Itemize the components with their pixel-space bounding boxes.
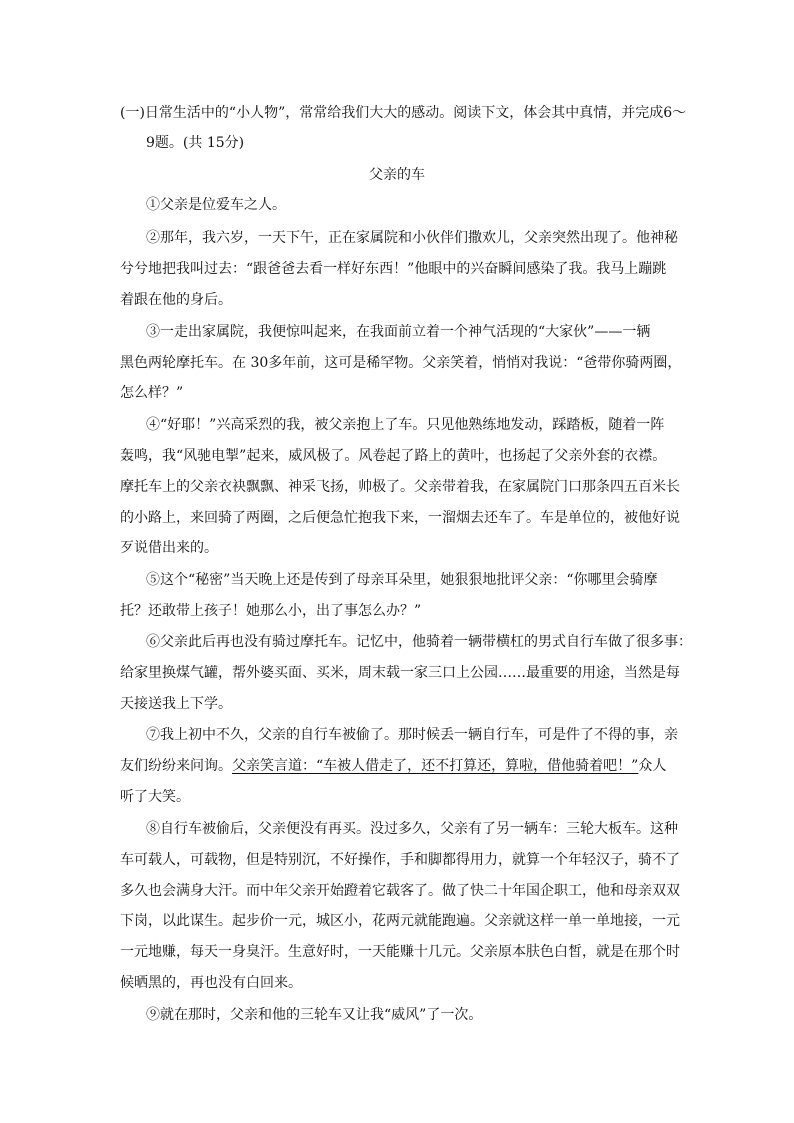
intro-line-2: 9题。(共 15分)	[146, 135, 245, 151]
paragraph-4-line-1: ④“好耶！”兴高采烈的我，被父亲抱上了车。只见他熟练地发动，踩踏板，随着一阵	[146, 417, 665, 433]
paragraph-6-line-3: 天接送我上下学。	[120, 696, 232, 712]
paragraph-7-line-2	[120, 756, 680, 776]
paragraph-3-line-1: ③一走出家属院，我便惊叫起来，在我面前立着一个神气活现的“大家伙”——一辆	[146, 324, 651, 340]
paragraph-8-line-2: 车可载人，可载物，但是特别沉，不好操作，手和脚都得用力，就算一个年轻汉子，骑不了	[120, 852, 680, 868]
paragraph-8-line-1: ⑧自行车被偷后，父亲便没有再买。没过多久，父亲有了另一辆车：三轮大板车。这种	[146, 821, 678, 837]
paragraph-6-line-1: ⑥父亲此后再也没有骑过摩托车。记忆中，他骑着一辆带横杠的男式自行车做了很多事：	[146, 634, 692, 650]
intro-line-1: (一)日常生活中的“小人物”，常常给我们大大的感动。阅读下文，体会其中真情，并完成6～	[120, 105, 687, 121]
paragraph-4-line-3: 摩托车上的父亲衣袂飘飘、神采飞扬，帅极了。父亲带着我，在家属院门口那条四五百米长	[120, 479, 680, 495]
paragraph-7-tail-text: 众人	[638, 758, 667, 774]
paragraph-5-line-2: 托？还敢带上孩子！她那么小，出了事怎么办？”	[120, 603, 422, 619]
paragraph-2-line-3: 着跟在他的身后。	[120, 292, 232, 308]
paragraph-7-line-3: 听了大笑。	[120, 789, 190, 805]
paragraph-6-line-2: 给家里换煤气罐，帮外婆买面、买米，周末载一家三口上公园……最重要的用途，当然是每	[120, 665, 680, 681]
paragraph-5-line-1: ⑤这个“秘密”当天晚上还是传到了母亲耳朵里，她狠狠地批评父亲：“你哪里会骑摩	[146, 572, 658, 588]
paragraph-3-line-2: 黑色两轮摩托车。在 30多年前，这可是稀罕物。父亲笑着，悄悄对我说：“爸带你骑两圈，	[120, 355, 682, 371]
paragraph-3-line-3: 怎么样？”	[120, 385, 184, 401]
paragraph-8-line-5: 一元地赚，每天一身臭汗。生意好时，一天能赚十几元。父亲原本肤色白皙，就是在那个时	[120, 944, 680, 960]
paragraph-8-line-4: 下岗，以此谋生。起步价一元，城区小，花两元就能跑遍。父亲就这样一单一单地接，一元	[120, 913, 680, 929]
paragraph-4-line-5: 歹说借出来的。	[120, 540, 218, 556]
paragraph-7-plain-text: 友们纷纷来问询。	[120, 758, 232, 774]
paragraph-2-line-1: ②那年，我六岁，一天下午，正在家属院和小伙伴们撒欢儿，父亲突然出现了。他神秘	[146, 230, 678, 246]
article-title: 父亲的车	[369, 167, 425, 183]
paragraph-7-underlined-quote: 父亲笑言道：“车被人借走了，还不打算还，算啦，借他骑着吧！”	[232, 758, 639, 774]
paragraph-1-line-1: ①父亲是位爱车之人。	[146, 197, 286, 213]
paragraph-8-line-3: 多久也会满身大汗。而中年父亲开始蹬着它载客了。做了快二十年国企职工，他和母亲双双	[120, 883, 680, 899]
paragraph-4-line-4: 的小路上，来回骑了两圈，之后便急忙抱我下来，一溜烟去还车了。车是单位的，被他好说	[120, 510, 680, 526]
paragraph-4-line-2: 轰鸣，我“风驰电掣”起来，威风极了。风卷起了路上的黄叶，也扬起了父亲外套的衣襟。	[120, 448, 667, 464]
paragraph-9-line-1: ⑨就在那时，父亲和他的三轮车又让我“威风”了一次。	[146, 1007, 483, 1023]
paragraph-2-line-2: 兮兮地把我叫过去：“跟爸爸去看一样好东西！”他眼中的兴奋瞬间感染了我。我马上蹦跳	[120, 261, 667, 277]
paragraph-8-line-6: 候晒黑的，再也没有白回来。	[120, 975, 302, 991]
paragraph-7-line-1: ⑦我上初中不久，父亲的自行车被偷了。那时候丢一辆自行车，可是件了不得的事，亲	[146, 727, 678, 743]
